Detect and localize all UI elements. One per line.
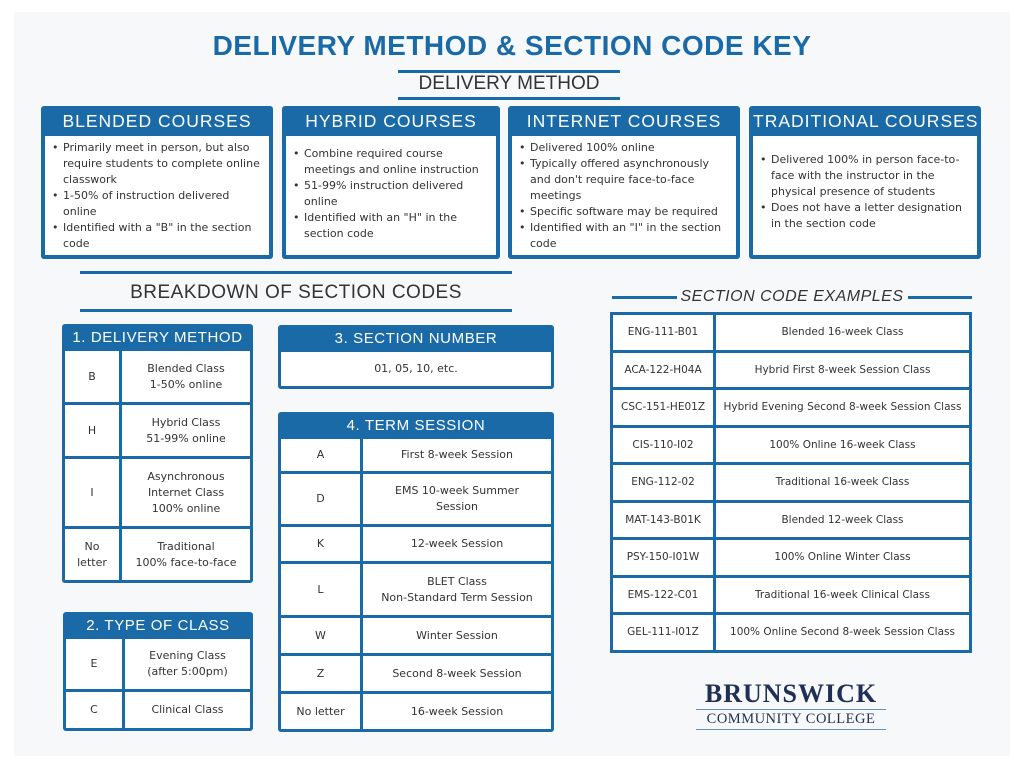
example-row — [613, 390, 969, 425]
example-code-cell: ENG-112-02 — [613, 465, 713, 500]
desc-cell — [122, 351, 250, 402]
delivery-method-heading: DELIVERY METHOD — [418, 73, 600, 94]
table-row — [281, 656, 551, 691]
example-code-cell: CSC-151-HE01Z — [613, 390, 713, 425]
traditional-courses-card — [749, 106, 981, 259]
desc-line: 100% online — [151, 501, 221, 515]
desc-cell — [122, 405, 250, 456]
table-title: 3. SECTION NUMBER — [334, 330, 498, 347]
card-bullet: • Identified with a "B" in the section code — [51, 220, 263, 252]
example-desc-cell: Blended 16-week Class — [716, 315, 969, 350]
code-cell: H — [65, 405, 119, 456]
breakdown-rule-top — [80, 271, 512, 274]
desc-line: Hybrid Class — [151, 415, 221, 429]
example-code-cell: PSY-150-I01W — [613, 540, 713, 575]
section-number-value: 01, 05, 10, etc. — [281, 352, 551, 386]
example-desc-cell: 100% Online Winter Class — [716, 540, 969, 575]
code-cell: B — [65, 351, 119, 402]
desc-cell — [122, 459, 250, 526]
desc-line: Internet Class — [147, 485, 225, 499]
heading-rule-right — [908, 296, 973, 299]
example-row — [613, 578, 969, 613]
desc-line: Traditional — [157, 539, 215, 553]
example-desc-cell: 100% Online Second 8-week Session Class — [716, 615, 969, 650]
code-cell: W — [281, 618, 360, 653]
desc-line: 1-50% online — [149, 377, 223, 391]
example-desc-cell: Hybrid Evening Second 8-week Session Class — [716, 390, 969, 425]
internet-courses-card — [508, 106, 740, 259]
college-logo — [696, 680, 886, 731]
desc-cell: Clinical Class — [125, 692, 250, 728]
desc-cell — [125, 639, 250, 689]
card-title: TRADITIONAL COURSES — [753, 111, 979, 131]
card-bullet: • 1-50% of instruction delivered online — [51, 188, 263, 220]
table-title: 1. DELIVERY METHOD — [72, 329, 243, 346]
card-title: BLENDED COURSES — [62, 111, 252, 131]
table-row — [281, 694, 551, 729]
table-row — [281, 439, 551, 471]
code-cell: I — [65, 459, 119, 526]
breakdown-rule-bottom — [80, 309, 512, 312]
table-row — [281, 352, 551, 386]
desc-line: (after 5:00pm) — [147, 665, 228, 678]
term-session-table — [278, 412, 554, 732]
code-cell: No letter — [65, 529, 119, 580]
breakdown-heading: BREAKDOWN OF SECTION CODES — [130, 282, 462, 303]
card-bullet: • Typically offered asynchronously and don't require face-to-face meetings — [518, 156, 730, 204]
table-row — [66, 692, 250, 728]
desc-cell — [122, 529, 250, 580]
card-bullet: • Delivered 100% in person face-to-face with the instructor in the physical presence of students — [759, 152, 971, 200]
example-row — [613, 353, 969, 388]
example-row — [613, 503, 969, 538]
card-bullet: • Specific software may be required — [518, 204, 730, 220]
desc-cell — [363, 564, 551, 615]
card-bullet: • Combine required course meetings and online instruction — [292, 146, 490, 178]
code-cell: K — [281, 527, 360, 561]
card-title: INTERNET COURSES — [526, 111, 722, 131]
card-bullet: • Identified with an "H" in the section code — [292, 210, 490, 242]
section-code-examples-table — [610, 312, 972, 653]
examples-title: SECTION CODE EXAMPLES — [680, 288, 904, 305]
table-title: 2. TYPE OF CLASS — [86, 617, 230, 634]
desc-line: Asynchronous — [147, 469, 225, 483]
examples-heading — [612, 287, 972, 307]
card-bullet: • Does not have a letter designation in the section code — [759, 200, 971, 232]
example-code-cell: ENG-111-B01 — [613, 315, 713, 350]
code-cell: A — [281, 439, 360, 471]
example-code-cell: ACA-122-H04A — [613, 353, 713, 388]
example-row — [613, 315, 969, 350]
table-title: 4. TERM SESSION — [346, 417, 486, 434]
desc-line: BLET Class — [427, 574, 487, 588]
logo-line2: COMMUNITY COLLEGE — [706, 711, 876, 727]
example-row — [613, 428, 969, 463]
blended-courses-card — [41, 106, 273, 259]
card-title: HYBRID COURSES — [305, 111, 477, 131]
desc-cell: Winter Session — [363, 618, 551, 653]
heading-rule-bottom — [398, 97, 620, 100]
code-cell: L — [281, 564, 360, 615]
example-desc-cell: 100% Online 16-week Class — [716, 428, 969, 463]
example-desc-cell: Traditional 16-week Clinical Class — [716, 578, 969, 613]
table-row — [281, 618, 551, 653]
example-desc-cell: Traditional 16-week Class — [716, 465, 969, 500]
code-cell: D — [281, 474, 360, 524]
table-row — [281, 564, 551, 615]
hybrid-courses-card — [282, 106, 500, 259]
table-row — [65, 351, 250, 402]
desc-cell: 16-week Session — [363, 694, 551, 729]
code-cell: C — [66, 692, 122, 728]
example-code-cell: GEL-111-I01Z — [613, 615, 713, 650]
table-row — [281, 527, 551, 561]
logo-rule — [696, 729, 886, 730]
logo-line1: BRUNSWICK — [704, 679, 878, 708]
card-bullet: • Delivered 100% online — [518, 140, 730, 156]
card-bullet: • 51-99% instruction delivered online — [292, 178, 490, 210]
desc-cell: Second 8-week Session — [363, 656, 551, 691]
desc-line: Session — [436, 500, 478, 513]
code-cell: E — [66, 639, 122, 689]
example-desc-cell: Blended 12-week Class — [716, 503, 969, 538]
card-bullet: • Identified with an "I" in the section code — [518, 220, 730, 252]
table-row — [65, 405, 250, 456]
desc-line: 100% face-to-face — [135, 555, 237, 569]
desc-line: EMS 10-week Summer — [395, 484, 519, 497]
example-row — [613, 540, 969, 575]
page-title: DELIVERY METHOD & SECTION CODE KEY — [212, 30, 812, 61]
desc-line: Non-Standard Term Session — [381, 590, 533, 604]
code-cell: Z — [281, 656, 360, 691]
desc-line: Blended Class — [147, 361, 225, 375]
logo-rule — [696, 709, 886, 710]
section-number-table — [278, 325, 554, 389]
delivery-method-table — [62, 324, 253, 583]
desc-cell: First 8-week Session — [363, 439, 551, 471]
desc-line: Evening Class — [149, 649, 226, 662]
example-code-cell: MAT-143-B01K — [613, 503, 713, 538]
desc-line: 51-99% online — [146, 431, 226, 445]
example-code-cell: EMS-122-C01 — [613, 578, 713, 613]
table-row — [65, 459, 250, 526]
example-code-cell: CIS-110-I02 — [613, 428, 713, 463]
table-row — [65, 529, 250, 580]
heading-rule-left — [612, 296, 677, 299]
code-cell: No letter — [281, 694, 360, 729]
example-row — [613, 615, 969, 650]
table-row — [281, 474, 551, 524]
card-bullet: • Primarily meet in person, but also require students to complete online classwork — [51, 140, 263, 188]
desc-cell — [363, 474, 551, 524]
example-row — [613, 465, 969, 500]
table-row — [66, 639, 250, 689]
desc-cell: 12-week Session — [363, 527, 551, 561]
example-desc-cell: Hybrid First 8-week Session Class — [716, 353, 969, 388]
type-of-class-table — [63, 612, 253, 731]
